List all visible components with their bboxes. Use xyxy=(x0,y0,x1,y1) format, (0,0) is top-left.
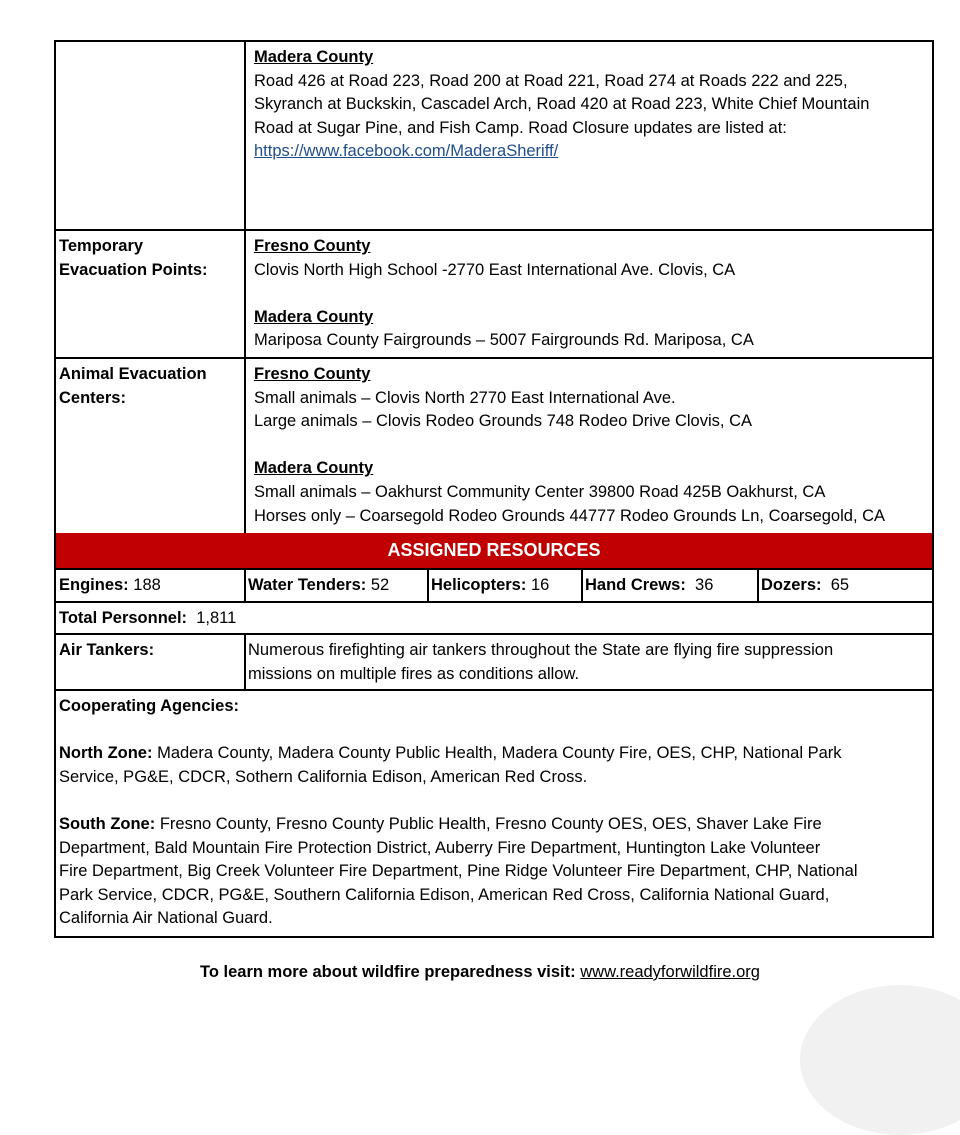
north-zone-line xyxy=(59,742,858,766)
row-divider xyxy=(56,601,932,603)
south-zone-line: Department, Bald Mountain Fire Protection District, Auberry Fire Department, Huntington Lake Volunteer xyxy=(59,838,821,857)
column-divider xyxy=(244,633,246,691)
row-divider xyxy=(56,689,932,691)
label-line: Evacuation Points: xyxy=(59,260,208,279)
label-line: Temporary xyxy=(59,237,144,255)
south-zone-text: Fresno County, Fresno County Public Health, Fresno County OES, OES, Shaver Lake Fire xyxy=(159,814,822,833)
fresno-county-heading: Fresno County xyxy=(254,237,371,255)
column-divider xyxy=(244,568,246,603)
south-zone-line xyxy=(59,813,858,837)
row-divider xyxy=(56,357,932,359)
madera-evacuation-point: Mariposa County Fairgrounds – 5007 Fairgrounds Rd. Mariposa, CA xyxy=(254,331,754,350)
row-divider xyxy=(56,633,932,635)
evacuation-points-label xyxy=(59,235,208,282)
cooperating-agencies-cell xyxy=(59,695,858,931)
label-line: Centers: xyxy=(59,388,126,407)
engines-count xyxy=(59,574,161,598)
row-divider xyxy=(56,568,932,570)
helicopters-label: Helicopters: xyxy=(431,576,527,594)
footer-text: To learn more about wildfire preparedness visit: xyxy=(200,963,576,981)
row-divider xyxy=(56,229,932,231)
animal-center-line: Horses only – Coarsegold Rodeo Grounds 44777 Rodeo Grounds Ln, Coarsegold, CA xyxy=(254,506,886,525)
south-zone-line: Fire Department, Big Creek Volunteer Fire Department, Pine Ridge Volunteer Fire Department, CHP, National xyxy=(59,862,858,881)
madera-county-heading: Madera County xyxy=(254,459,374,478)
dozers-label: Dozers: xyxy=(761,576,822,594)
page-corner-shade xyxy=(800,985,960,1135)
road-closures-cell xyxy=(254,46,869,164)
total-personnel xyxy=(59,607,236,631)
road-closure-line: Skyranch at Buckskin, Cascadel Arch, Road 420 at Road 223, White Chief Mountain xyxy=(254,95,870,114)
label-line: Animal Evacuation xyxy=(59,365,207,383)
column-divider xyxy=(757,568,759,603)
total-personnel-value: 1,811 xyxy=(196,609,237,627)
engines-value: 188 xyxy=(133,576,161,594)
table-column-divider xyxy=(244,42,246,533)
madera-county-heading: Madera County xyxy=(254,48,374,66)
assigned-resources-banner: ASSIGNED RESOURCES xyxy=(56,533,932,568)
water-tenders-label: Water Tenders: xyxy=(248,576,367,594)
water-tenders-value: 52 xyxy=(370,576,390,594)
air-tankers-line: missions on multiple fires as conditions allow. xyxy=(248,664,580,683)
air-tankers-label-text: Air Tankers: xyxy=(59,641,155,659)
road-closure-line: Road at Sugar Pine, and Fish Camp. Road Closure updates are listed at: xyxy=(254,118,787,137)
dozers-count xyxy=(761,574,849,598)
column-divider xyxy=(581,568,583,603)
air-tankers-line: Numerous firefighting air tankers throughout the State are flying fire suppression xyxy=(248,641,834,659)
fresno-evacuation-point: Clovis North High School -2770 East International Ave. Clovis, CA xyxy=(254,260,736,279)
south-zone-line: Park Service, CDCR, PG&E, Southern California Edison, American Red Cross, California National Guard, xyxy=(59,885,830,904)
fresno-county-heading: Fresno County xyxy=(254,365,371,383)
road-closure-line: Road 426 at Road 223, Road 200 at Road 221, Road 274 at Roads 222 and 225, xyxy=(254,71,848,90)
north-zone-text: Madera County, Madera County Public Health, Madera County Fire, OES, CHP, National Park xyxy=(157,744,842,763)
hand-crews-value: 36 xyxy=(695,576,714,594)
north-zone-label: North Zone: xyxy=(59,744,153,763)
helicopters-count xyxy=(431,574,549,598)
air-tankers-cell xyxy=(248,639,833,686)
north-zone-line: Service, PG&E, CDCR, Sothern California Edison, American Red Cross. xyxy=(59,767,588,786)
wildfire-preparedness-link[interactable]: www.readyforwildfire.org xyxy=(580,963,760,981)
footer xyxy=(0,961,960,983)
column-divider xyxy=(427,568,429,603)
water-tenders-count xyxy=(248,574,389,598)
animal-center-line: Large animals – Clovis Rodeo Grounds 748 Rodeo Drive Clovis, CA xyxy=(254,412,752,431)
animal-centers-cell xyxy=(254,363,885,528)
air-tankers-label xyxy=(59,639,154,663)
animal-centers-label xyxy=(59,363,207,410)
animal-center-line: Small animals – Oakhurst Community Center 39800 Road 425B Oakhurst, CA xyxy=(254,482,826,501)
madera-county-heading: Madera County xyxy=(254,307,374,326)
hand-crews-count xyxy=(585,574,713,598)
south-zone-line: California Air National Guard. xyxy=(59,909,273,928)
helicopters-value: 16 xyxy=(530,576,550,594)
cooperating-agencies-label: Cooperating Agencies: xyxy=(59,697,239,715)
total-personnel-label: Total Personnel: xyxy=(59,609,188,627)
madera-sheriff-link[interactable]: https://www.facebook.com/MaderaSheriff/ xyxy=(254,142,559,161)
hand-crews-label: Hand Crews: xyxy=(585,576,686,594)
animal-center-line: Small animals – Clovis North 2770 East International Ave. xyxy=(254,388,676,407)
engines-label: Engines: xyxy=(59,576,129,594)
evacuation-points-cell xyxy=(254,235,754,353)
dozers-value: 65 xyxy=(830,576,850,594)
south-zone-label: South Zone: xyxy=(59,814,156,833)
